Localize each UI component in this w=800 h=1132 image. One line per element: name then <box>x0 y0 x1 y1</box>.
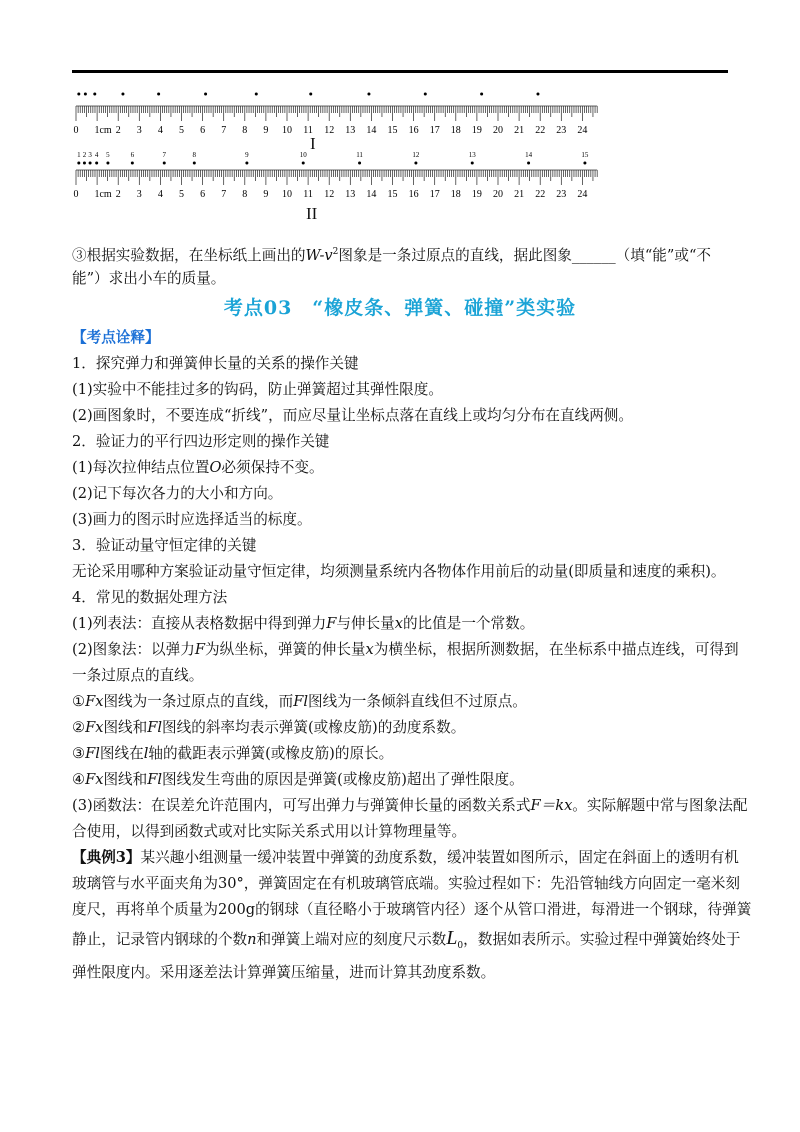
ruler-one-marker: I <box>310 134 316 153</box>
ruler-tick-label: 9 <box>263 125 269 136</box>
line-17-var-2: Fl <box>147 771 163 788</box>
ruler-tick-label: 22 <box>535 125 546 136</box>
line-16-b: 图线在 <box>99 745 144 762</box>
ruler-tick-label: 6 <box>200 125 206 136</box>
example-line-5: 弹性限度内。采用逐差法计算弹簧压缩量，进而计算其劲度系数。 <box>72 963 496 981</box>
ruler-tick-label: 0 <box>73 125 79 136</box>
example-line-4 <box>72 927 741 958</box>
line-12-a: (2)图象法：以弹力 <box>72 641 195 658</box>
ruler-tick-label: 11 <box>303 189 313 200</box>
line-15-b: 图线和 <box>103 719 148 736</box>
ruler-tick-label: 2 <box>115 125 121 136</box>
ruler-dot <box>527 162 530 165</box>
line-10: 4．常见的数据处理方法 <box>72 589 228 606</box>
example-4-sub: 0 <box>457 940 464 951</box>
ruler-tick-label: 18 <box>450 189 461 200</box>
ruler-dot <box>204 93 207 96</box>
explain-label: 【考点诠释】 <box>72 329 160 346</box>
ruler-dot <box>414 162 417 165</box>
ruler-dot-label: 14 <box>525 151 533 159</box>
line-16 <box>72 742 732 765</box>
ruler-tick-label: 5 <box>179 125 184 136</box>
ruler-dot <box>302 162 305 165</box>
ruler-tick-label: 10 <box>282 189 292 200</box>
ruler-tick-label: 21 <box>514 125 525 136</box>
ruler-dot <box>163 162 166 165</box>
ruler-dot <box>358 162 361 165</box>
ruler-tick-label: 6 <box>200 189 206 200</box>
ruler-dot-label: 7 <box>162 151 167 159</box>
ruler-tick-label: 2 <box>115 189 121 200</box>
line-12-c: 为横坐标，根据所测数据，在坐标系中描点连线，可得到 <box>373 641 739 658</box>
ruler-dot <box>255 93 258 96</box>
line-11 <box>72 612 732 635</box>
ruler-two-marker: II <box>306 204 318 223</box>
line-12-var-1: F <box>194 641 205 658</box>
ruler-dot <box>77 162 80 165</box>
line-17-b: 图线和 <box>103 771 148 788</box>
line-15-var-1: Fx <box>85 719 104 736</box>
intro-var: W-v <box>305 246 333 264</box>
ruler-tick-label: 3 <box>136 189 142 200</box>
line-15 <box>72 716 732 739</box>
ruler-dot-label: 10 <box>299 151 307 159</box>
line-6: (2)记下每次各力的大小和方向。 <box>72 485 283 502</box>
ruler-tick-label: 23 <box>556 189 567 200</box>
line-8: 3．验证动量守恒定律的关键 <box>72 537 257 554</box>
line-7: (3)画力的图示时应选择适当的标度。 <box>72 511 312 528</box>
line-12 <box>72 638 739 661</box>
ruler-dot-label: 3 <box>88 151 92 159</box>
example-label: 【典例3】 <box>72 849 141 866</box>
ruler-tick-label: 19 <box>471 125 482 136</box>
ruler-tick-label: 5 <box>179 189 184 200</box>
ruler-dot <box>95 162 98 165</box>
line-11-c: 的比值是一个常数。 <box>402 615 535 632</box>
ruler-tick-label: 21 <box>514 189 525 200</box>
line-17-var-1: Fx <box>85 771 104 788</box>
line-15-c: 图线的斜率均表示弹簧(或橡皮筋)的劲度系数。 <box>162 719 466 736</box>
ruler-dot-label: 5 <box>106 151 110 159</box>
ruler-dot-label: 12 <box>412 151 420 159</box>
line-5-b: 必须保持不变。 <box>221 459 324 476</box>
example-4-var-n: n <box>247 931 257 948</box>
line-13: 一条过原点的直线。 <box>72 667 204 684</box>
ruler-dot-label: 4 <box>94 151 99 159</box>
ruler-dot <box>193 162 196 165</box>
ruler-tick-label: 10 <box>282 125 292 136</box>
ruler-tick-label: 4 <box>157 125 163 136</box>
example-line-3: 度尺，再将单个质量为200g的钢球（直径略小于玻璃管内径）逐个从管口滑进，每滑进一个钢球，待弹簧 <box>72 901 752 918</box>
ruler-dot-label: 1 <box>77 151 81 159</box>
line-11-b: 与伸长量 <box>336 615 395 632</box>
ruler-tick-label: 8 <box>242 125 248 136</box>
line-15-a: ② <box>72 719 86 736</box>
line-14 <box>72 690 732 713</box>
ruler-two <box>70 150 610 200</box>
ruler-dot <box>424 93 427 96</box>
header-rule <box>72 70 728 73</box>
line-15-var-2: Fl <box>147 719 163 736</box>
ruler-tick-label: 1cm <box>94 125 112 136</box>
ruler-dot <box>536 93 539 96</box>
ruler-dot <box>245 162 248 165</box>
ruler-tick-label: 12 <box>324 189 335 200</box>
ruler-tick-label: 16 <box>408 125 419 136</box>
ruler-dot <box>121 93 124 96</box>
ruler-dot-label: 11 <box>356 151 363 159</box>
line-14-a: ① <box>72 693 86 710</box>
ruler-tick-label: 18 <box>450 125 461 136</box>
intro-text-b: 图象是一条过原点的直线，据此图象______（填“能”或“不 <box>338 246 712 264</box>
ruler-one <box>70 88 610 138</box>
line-17-a: ④ <box>72 771 86 788</box>
line-5-a: (1)每次拉伸结点位置 <box>72 459 210 476</box>
line-16-a: ③ <box>72 745 86 762</box>
line-11-a: (1)列表法：直接从表格数据中得到弹力 <box>72 615 327 632</box>
ruler-tick-label: 13 <box>345 189 356 200</box>
ruler-tick-label: 17 <box>429 189 440 200</box>
line-18-a: (3)函数法：在误差允许范围内，可写出弹力与弹簧伸长量的函数关系式 <box>72 797 531 814</box>
ruler-tick-label: 20 <box>493 189 503 200</box>
ruler-dot <box>309 93 312 96</box>
ruler-tick-label: 15 <box>387 125 398 136</box>
ruler-tick-label: 14 <box>366 189 377 200</box>
ruler-tick-label: 4 <box>157 189 163 200</box>
ruler-tick-label: 0 <box>73 189 79 200</box>
line-5-var: O <box>209 459 222 476</box>
ruler-dot <box>131 162 134 165</box>
line-16-c: 轴的截距表示弹簧(或橡皮筋)的原长。 <box>148 745 394 762</box>
ruler-dot <box>367 93 370 96</box>
ruler-dot <box>89 162 92 165</box>
ruler-tick-label: 24 <box>577 189 588 200</box>
ruler-tick-label: 17 <box>429 125 440 136</box>
ruler-tick-label: 3 <box>136 125 142 136</box>
ruler-two-graphic <box>70 150 610 200</box>
intro-line-1 <box>72 241 732 267</box>
example-4-a: 静止，记录管内钢球的个数 <box>72 931 248 948</box>
ruler-tick-label: 11 <box>303 125 313 136</box>
line-11-var-2: x <box>394 615 403 632</box>
ruler-dot <box>583 162 586 165</box>
line-16-var-2: l <box>143 745 149 762</box>
line-12-var-2: x <box>365 641 374 658</box>
example-line-1 <box>72 846 739 869</box>
ruler-tick-label: 24 <box>577 125 588 136</box>
line-3: (2)画图象时，不要连成“折线”，而应尽量让坐标点落在直线上或均匀分布在直线两侧。 <box>72 407 633 424</box>
intro-text-a: ③根据实验数据，在坐标纸上画出的 <box>72 246 306 264</box>
ruler-dot <box>106 162 109 165</box>
intro-line-2: 能”）求出小车的质量。 <box>72 269 226 287</box>
ruler-tick-label: 13 <box>345 125 356 136</box>
ruler-tick-label: 23 <box>556 125 567 136</box>
ruler-dot-label: 13 <box>468 151 476 159</box>
main-content <box>72 326 752 984</box>
line-14-var-2: Fl <box>293 693 308 710</box>
ruler-dot-label: 15 <box>581 151 589 159</box>
ruler-dot <box>471 162 474 165</box>
line-2: (1)实验中不能挂过多的钩码，防止弹簧超过其弹性限度。 <box>72 381 443 398</box>
line-18-var: F＝kx <box>530 797 573 814</box>
line-5 <box>72 456 732 479</box>
line-16-var-1: Fl <box>85 745 100 762</box>
ruler-dot <box>157 93 160 96</box>
ruler-tick-label: 12 <box>324 125 335 136</box>
line-18-b: 。实际解题中常与图象法配 <box>572 797 748 814</box>
ruler-dot <box>77 93 80 96</box>
ruler-tick-label: 16 <box>408 189 419 200</box>
ruler-tick-label: 20 <box>493 125 503 136</box>
example-4-c: ，数据如表所示。实验过程中弹簧始终处于 <box>463 931 741 948</box>
ruler-dot-label: 6 <box>130 151 135 159</box>
ruler-tick-label: 8 <box>242 189 248 200</box>
ruler-tick-label: 1cm <box>94 189 112 200</box>
section-title: 考点03 “橡皮条、弹簧、碰撞”类实验 <box>223 297 577 319</box>
line-17-c: 图线发生弯曲的原因是弹簧(或橡皮筋)超出了弹性限度。 <box>162 771 524 788</box>
line-17 <box>72 768 732 791</box>
ruler-dot <box>83 162 86 165</box>
ruler-tick-label: 22 <box>535 189 546 200</box>
example-line-2: 玻璃管与水平面夹角为30°，弹簧固定在有机玻璃管底端。实验过程如下：先沿管轴线方向固定一毫米刻 <box>72 875 740 892</box>
ruler-tick-label: 15 <box>387 189 398 200</box>
ruler-tick-label: 7 <box>221 189 227 200</box>
ruler-dot-label: 2 <box>82 151 87 159</box>
line-18 <box>72 794 748 817</box>
line-12-b: 为纵坐标，弹簧的伸长量 <box>204 641 366 658</box>
line-14-c: 图线为一条倾斜直线但不过原点。 <box>307 693 527 710</box>
ruler-tick-label: 14 <box>366 125 377 136</box>
ruler-dot-label: 8 <box>192 151 197 159</box>
example-4-var-L: L <box>446 927 458 949</box>
intro-paragraph <box>72 241 732 290</box>
intro-sup: 2 <box>332 247 339 257</box>
line-9: 无论采用哪种方案验证动量守恒定律，均须测量系统内各物体作用前后的动量(即质量和速度的乘积)。 <box>72 563 726 580</box>
ruler-tick-label: 19 <box>471 189 482 200</box>
line-19: 合使用，以得到函数式或对比实际关系式用以计算物理量等。 <box>72 823 467 840</box>
line-14-var-1: Fx <box>85 693 104 710</box>
ruler-one-graphic <box>70 88 610 138</box>
ruler-dot <box>84 93 87 96</box>
ruler-tick-label: 7 <box>221 125 227 136</box>
line-1: 1．探究弹力和弹簧伸长量的关系的操作关键 <box>72 355 359 372</box>
ruler-dot <box>480 93 483 96</box>
ruler-tick-label: 9 <box>263 189 269 200</box>
line-14-b: 图线为一条过原点的直线，而 <box>103 693 294 710</box>
example-text-1: 某兴趣小组测量一缓冲装置中弹簧的劲度系数，缓冲装置如图所示，固定在斜面上的透明有机 <box>140 849 739 866</box>
line-4: 2．验证力的平行四边形定则的操作关键 <box>72 433 330 450</box>
example-4-b: 和弹簧上端对应的刻度尺示数 <box>256 931 447 948</box>
line-11-var-1: F <box>326 615 337 632</box>
ruler-dot-label: 9 <box>245 151 249 159</box>
ruler-dot <box>93 93 96 96</box>
